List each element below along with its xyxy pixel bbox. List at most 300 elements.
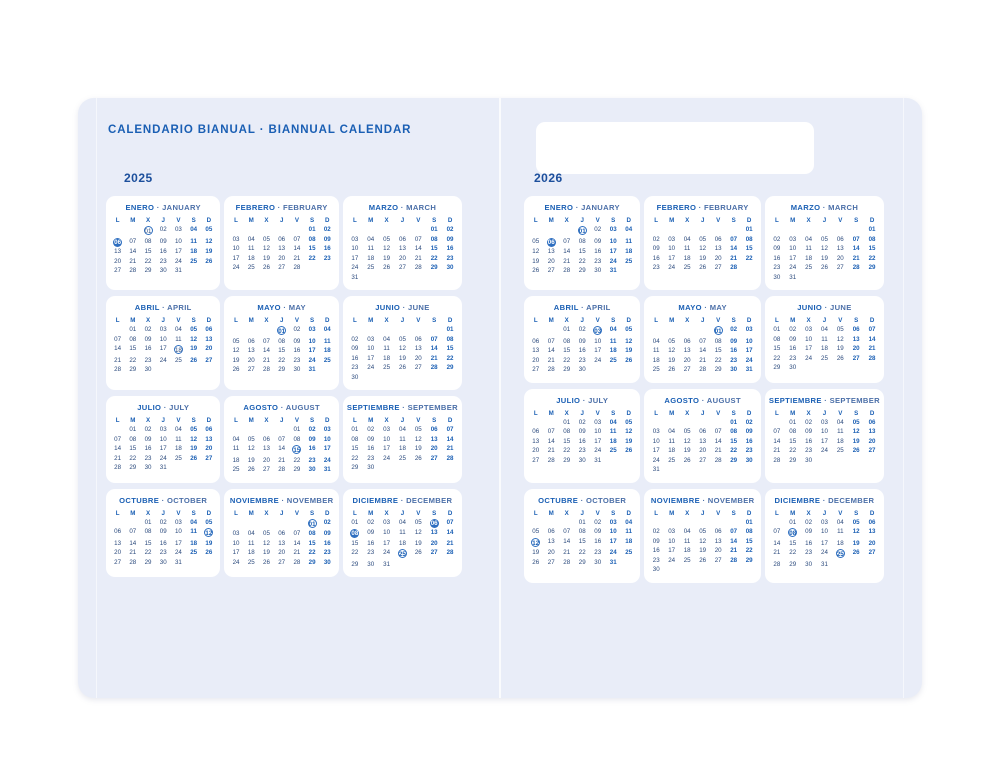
day-cell[interactable]: 08 <box>773 335 781 343</box>
day-cell[interactable]: 20 <box>683 356 691 364</box>
day-cell[interactable]: 02 <box>293 326 301 333</box>
day-cell[interactable]: 26 <box>232 366 240 373</box>
day-cell[interactable]: 10 <box>308 337 316 345</box>
day-cell[interactable]: 14 <box>730 245 738 252</box>
day-cell[interactable]: 16 <box>144 445 152 452</box>
day-cell[interactable]: 19 <box>699 254 707 262</box>
day-cell[interactable]: 01 <box>868 226 876 233</box>
day-cell[interactable]: 18 <box>190 539 198 547</box>
day-cell[interactable]: 07 <box>446 426 454 433</box>
day-cell[interactable]: 06 <box>532 337 540 345</box>
day-cell[interactable]: 02 <box>578 418 586 426</box>
day-cell[interactable]: 29 <box>730 456 738 464</box>
day-cell[interactable]: 11 <box>837 528 844 535</box>
day-cell[interactable]: 26 <box>414 454 422 462</box>
day-cell[interactable]: 11 <box>668 437 675 445</box>
day-cell[interactable]: 06 <box>836 235 844 243</box>
day-cell[interactable]: 19 <box>683 447 691 454</box>
day-cell[interactable]: 27 <box>205 454 213 462</box>
day-cell[interactable]: 13 <box>714 537 722 545</box>
day-cell[interactable]: 15 <box>351 445 359 452</box>
day-cell[interactable]: 19 <box>205 248 213 255</box>
day-cell[interactable]: 09 <box>652 537 660 545</box>
day-cell[interactable]: 10 <box>821 428 828 435</box>
day-cell[interactable]: 27 <box>532 456 540 464</box>
day-cell[interactable]: 19 <box>532 257 540 265</box>
day-cell[interactable]: 09 <box>351 345 359 352</box>
day-cell[interactable]: 03 <box>594 328 602 335</box>
day-cell[interactable]: 08 <box>745 528 753 535</box>
day-cell[interactable]: 11 <box>399 529 406 536</box>
day-cell[interactable]: 03 <box>609 518 617 526</box>
day-cell[interactable]: 11 <box>248 539 255 547</box>
day-cell[interactable]: 24 <box>232 558 240 566</box>
day-cell[interactable]: 21 <box>293 254 301 262</box>
day-cell[interactable]: 18 <box>625 537 633 545</box>
day-cell[interactable]: 18 <box>190 248 198 255</box>
day-cell[interactable]: 30 <box>652 566 660 573</box>
day-cell[interactable]: 06 <box>430 519 438 527</box>
day-cell[interactable]: 29 <box>773 364 781 371</box>
day-cell[interactable]: 25 <box>668 456 676 464</box>
day-cell[interactable]: 12 <box>205 530 213 537</box>
day-cell[interactable]: 08 <box>129 435 137 443</box>
day-cell[interactable]: 08 <box>789 530 797 537</box>
day-cell[interactable]: 11 <box>609 337 617 345</box>
day-cell[interactable]: 07 <box>129 237 137 245</box>
day-cell[interactable]: 12 <box>625 428 633 435</box>
day-cell[interactable]: 04 <box>821 326 828 333</box>
day-cell[interactable]: 05 <box>699 235 707 243</box>
day-cell[interactable]: 06 <box>205 326 213 333</box>
day-cell[interactable]: 15 <box>563 437 571 445</box>
day-cell[interactable]: 29 <box>278 366 286 373</box>
day-cell[interactable]: 13 <box>430 529 438 536</box>
day-cell[interactable]: 25 <box>174 454 182 462</box>
day-cell[interactable]: 28 <box>699 366 707 373</box>
day-cell[interactable]: 30 <box>159 267 167 274</box>
day-cell[interactable]: 08 <box>446 335 454 343</box>
day-cell[interactable]: 16 <box>578 437 586 445</box>
day-cell[interactable]: 25 <box>247 558 255 566</box>
day-cell[interactable]: 23 <box>594 257 602 265</box>
day-cell[interactable]: 13 <box>205 435 213 443</box>
day-cell[interactable]: 17 <box>383 539 391 547</box>
day-cell[interactable]: 17 <box>805 345 813 352</box>
day-cell[interactable]: 22 <box>868 254 876 262</box>
day-cell[interactable]: 10 <box>232 245 240 252</box>
day-cell[interactable]: 05 <box>232 337 240 345</box>
day-cell[interactable]: 01 <box>144 518 152 526</box>
day-cell[interactable]: 06 <box>868 418 876 426</box>
day-cell[interactable]: 18 <box>836 437 844 445</box>
day-cell[interactable]: 31 <box>174 558 182 566</box>
day-cell[interactable]: 23 <box>367 454 375 462</box>
day-cell[interactable]: 12 <box>699 537 707 545</box>
day-cell[interactable]: 10 <box>805 335 813 343</box>
day-cell[interactable]: 13 <box>278 245 286 252</box>
day-cell[interactable]: 24 <box>323 456 331 464</box>
day-cell[interactable]: 14 <box>278 445 286 452</box>
day-cell[interactable]: 01 <box>745 518 753 526</box>
day-cell[interactable]: 12 <box>190 335 198 343</box>
day-cell[interactable]: 10 <box>668 537 676 545</box>
day-cell[interactable]: 23 <box>578 356 586 364</box>
day-cell[interactable]: 28 <box>278 466 286 473</box>
day-cell[interactable]: 02 <box>144 426 152 433</box>
day-cell[interactable]: 25 <box>821 354 828 362</box>
day-cell[interactable]: 27 <box>714 556 722 564</box>
day-cell[interactable]: 07 <box>414 235 422 243</box>
day-cell[interactable]: 11 <box>190 237 197 245</box>
day-cell[interactable]: 09 <box>594 237 602 245</box>
day-cell[interactable]: 20 <box>205 345 213 352</box>
day-cell[interactable]: 20 <box>547 257 555 265</box>
day-cell[interactable]: 11 <box>232 445 240 452</box>
day-cell[interactable]: 11 <box>190 528 197 535</box>
day-cell[interactable]: 30 <box>578 456 586 464</box>
day-cell[interactable]: 21 <box>852 254 860 262</box>
day-cell[interactable]: 23 <box>144 454 152 462</box>
day-cell[interactable]: 02 <box>652 235 660 243</box>
day-cell[interactable]: 25 <box>190 257 198 265</box>
day-cell[interactable]: 27 <box>868 549 876 556</box>
day-cell[interactable]: 16 <box>351 354 359 362</box>
day-cell[interactable]: 06 <box>532 428 540 435</box>
day-cell[interactable]: 08 <box>308 235 316 243</box>
day-cell[interactable]: 15 <box>789 437 797 445</box>
day-cell[interactable]: 06 <box>278 530 286 537</box>
day-cell[interactable]: 02 <box>730 326 738 333</box>
day-cell[interactable]: 14 <box>446 435 454 443</box>
day-cell[interactable]: 04 <box>367 235 375 243</box>
day-cell[interactable]: 18 <box>683 254 691 262</box>
day-cell[interactable]: 27 <box>430 454 438 462</box>
day-cell[interactable]: 30 <box>773 273 781 281</box>
day-cell[interactable]: 05 <box>836 326 844 333</box>
day-cell[interactable]: 18 <box>609 347 617 354</box>
day-cell[interactable]: 05 <box>414 518 422 526</box>
day-cell[interactable]: 21 <box>714 447 722 454</box>
day-cell[interactable]: 29 <box>351 464 359 471</box>
day-cell[interactable]: 03 <box>232 530 240 537</box>
day-cell[interactable]: 01 <box>789 518 797 526</box>
day-cell[interactable]: 20 <box>532 447 540 454</box>
day-cell[interactable]: 16 <box>805 437 813 445</box>
day-cell[interactable]: 12 <box>414 435 422 443</box>
day-cell[interactable]: 13 <box>205 335 213 343</box>
day-cell[interactable]: 01 <box>730 418 738 426</box>
day-cell[interactable]: 21 <box>430 354 438 362</box>
day-cell[interactable]: 01 <box>144 228 152 235</box>
day-cell[interactable]: 03 <box>821 418 828 426</box>
day-cell[interactable]: 02 <box>745 418 753 426</box>
day-cell[interactable]: 21 <box>699 356 707 364</box>
day-cell[interactable]: 29 <box>446 364 454 371</box>
day-cell[interactable]: 03 <box>805 326 813 333</box>
day-cell[interactable]: 19 <box>247 456 255 464</box>
day-cell[interactable]: 25 <box>609 356 617 364</box>
day-cell[interactable]: 18 <box>668 447 676 454</box>
day-cell[interactable]: 12 <box>263 539 270 547</box>
day-cell[interactable]: 08 <box>578 237 586 245</box>
day-cell[interactable]: 05 <box>532 528 540 535</box>
day-cell[interactable]: 30 <box>446 264 454 271</box>
day-cell[interactable]: 23 <box>578 447 586 454</box>
day-cell[interactable]: 09 <box>805 428 813 435</box>
day-cell[interactable]: 05 <box>852 418 860 426</box>
day-cell[interactable]: 18 <box>247 254 255 262</box>
day-cell[interactable]: 23 <box>159 549 167 556</box>
day-cell[interactable]: 11 <box>248 245 255 252</box>
day-cell[interactable]: 07 <box>699 337 707 345</box>
day-cell[interactable]: 26 <box>383 264 391 271</box>
day-cell[interactable]: 08 <box>278 337 286 345</box>
day-cell[interactable]: 08 <box>789 428 797 435</box>
day-cell[interactable]: 28 <box>114 366 122 373</box>
day-cell[interactable]: 01 <box>578 228 586 235</box>
day-cell[interactable]: 08 <box>430 235 438 243</box>
day-cell[interactable]: 07 <box>446 518 454 526</box>
day-cell[interactable]: 23 <box>745 447 753 454</box>
day-cell[interactable]: 20 <box>114 257 122 265</box>
day-cell[interactable]: 04 <box>683 235 691 243</box>
day-cell[interactable]: 24 <box>174 549 182 556</box>
day-cell[interactable]: 08 <box>351 530 359 537</box>
day-cell[interactable]: 03 <box>174 226 182 233</box>
day-cell[interactable]: 22 <box>351 549 359 556</box>
day-cell[interactable]: 25 <box>232 466 240 473</box>
day-cell[interactable]: 13 <box>532 437 540 445</box>
day-cell[interactable]: 03 <box>745 326 753 333</box>
day-cell[interactable]: 17 <box>668 547 676 554</box>
day-cell[interactable]: 29 <box>745 556 753 564</box>
day-cell[interactable]: 22 <box>730 447 738 454</box>
day-cell[interactable]: 10 <box>609 237 617 245</box>
day-cell[interactable]: 29 <box>308 558 316 566</box>
day-cell[interactable]: 21 <box>773 447 781 454</box>
day-cell[interactable]: 26 <box>836 354 844 362</box>
day-cell[interactable]: 15 <box>129 445 137 452</box>
day-cell[interactable]: 26 <box>699 264 707 271</box>
day-cell[interactable]: 09 <box>323 530 331 537</box>
day-cell[interactable]: 18 <box>821 345 828 352</box>
day-cell[interactable]: 04 <box>190 518 198 526</box>
day-cell[interactable]: 14 <box>563 248 571 255</box>
day-cell[interactable]: 07 <box>114 335 122 343</box>
day-cell[interactable]: 17 <box>367 354 375 362</box>
day-cell[interactable]: 14 <box>730 537 738 545</box>
day-cell[interactable]: 11 <box>175 435 182 443</box>
day-cell[interactable]: 16 <box>594 248 602 255</box>
day-cell[interactable]: 28 <box>293 264 301 271</box>
day-cell[interactable]: 01 <box>563 326 571 333</box>
day-cell[interactable]: 30 <box>594 267 602 274</box>
day-cell[interactable]: 02 <box>578 326 586 333</box>
day-cell[interactable]: 16 <box>323 539 331 547</box>
day-cell[interactable]: 26 <box>625 356 633 364</box>
day-cell[interactable]: 01 <box>578 518 586 526</box>
day-cell[interactable]: 28 <box>129 558 137 566</box>
day-cell[interactable]: 31 <box>789 273 797 281</box>
day-cell[interactable]: 01 <box>789 418 797 426</box>
day-cell[interactable]: 24 <box>609 257 617 265</box>
day-cell[interactable]: 01 <box>430 226 438 233</box>
day-cell[interactable]: 29 <box>789 456 797 464</box>
day-cell[interactable]: 29 <box>351 560 359 568</box>
day-cell[interactable]: 19 <box>414 539 422 547</box>
day-cell[interactable]: 07 <box>773 428 781 435</box>
day-cell[interactable]: 26 <box>414 549 422 556</box>
day-cell[interactable]: 05 <box>625 418 633 426</box>
day-cell[interactable]: 24 <box>745 356 753 364</box>
day-cell[interactable]: 13 <box>683 347 691 354</box>
day-cell[interactable]: 30 <box>367 560 375 568</box>
day-cell[interactable]: 15 <box>308 245 316 252</box>
day-cell[interactable]: 08 <box>563 428 571 435</box>
day-cell[interactable]: 07 <box>129 528 137 535</box>
day-cell[interactable]: 27 <box>430 549 438 556</box>
day-cell[interactable]: 25 <box>174 356 182 364</box>
day-cell[interactable]: 28 <box>714 456 722 464</box>
day-cell[interactable]: 05 <box>414 426 422 433</box>
day-cell[interactable]: 17 <box>745 347 753 354</box>
day-cell[interactable]: 15 <box>745 537 753 545</box>
day-cell[interactable]: 03 <box>232 235 240 243</box>
day-cell[interactable]: 20 <box>532 356 540 364</box>
day-cell[interactable]: 04 <box>399 426 406 433</box>
day-cell[interactable]: 28 <box>446 454 454 462</box>
day-cell[interactable]: 03 <box>383 518 391 526</box>
day-cell[interactable]: 14 <box>852 245 860 252</box>
day-cell[interactable]: 07 <box>852 235 860 243</box>
day-cell[interactable]: 25 <box>625 549 633 556</box>
day-cell[interactable]: 10 <box>351 245 359 252</box>
day-cell[interactable]: 22 <box>714 356 722 364</box>
day-cell[interactable]: 07 <box>293 235 301 243</box>
day-cell[interactable]: 26 <box>821 264 828 271</box>
day-cell[interactable]: 06 <box>414 335 422 343</box>
day-cell[interactable]: 26 <box>263 558 270 566</box>
day-cell[interactable]: 23 <box>323 254 331 262</box>
day-cell[interactable]: 05 <box>190 426 198 433</box>
day-cell[interactable]: 20 <box>205 445 213 452</box>
day-cell[interactable]: 18 <box>625 248 633 255</box>
day-cell[interactable]: 04 <box>247 235 255 243</box>
day-cell[interactable]: 06 <box>263 435 270 443</box>
day-cell[interactable]: 17 <box>174 539 182 547</box>
day-cell[interactable]: 23 <box>773 264 781 271</box>
day-cell[interactable]: 30 <box>745 456 753 464</box>
day-cell[interactable]: 23 <box>144 356 152 364</box>
day-cell[interactable]: 29 <box>129 464 137 471</box>
day-cell[interactable]: 03 <box>789 235 797 243</box>
day-cell[interactable]: 15 <box>789 539 797 547</box>
day-cell[interactable]: 22 <box>430 254 438 262</box>
day-cell[interactable]: 13 <box>247 347 255 354</box>
day-cell[interactable]: 29 <box>144 267 152 274</box>
day-cell[interactable]: 23 <box>308 456 316 464</box>
day-cell[interactable]: 24 <box>383 549 391 556</box>
day-cell[interactable]: 19 <box>190 445 198 452</box>
day-cell[interactable]: 09 <box>144 335 152 343</box>
day-cell[interactable]: 21 <box>868 345 876 352</box>
day-cell[interactable]: 28 <box>293 558 301 566</box>
day-cell[interactable]: 03 <box>821 518 828 526</box>
day-cell[interactable]: 05 <box>383 235 391 243</box>
day-cell[interactable]: 27 <box>205 356 213 364</box>
day-cell[interactable]: 30 <box>578 366 586 373</box>
day-cell[interactable]: 27 <box>852 354 860 362</box>
day-cell[interactable]: 01 <box>563 418 571 426</box>
day-cell[interactable]: 31 <box>308 366 316 373</box>
day-cell[interactable]: 31 <box>174 267 182 274</box>
day-cell[interactable]: 13 <box>114 539 122 547</box>
day-cell[interactable]: 07 <box>278 435 286 443</box>
day-cell[interactable]: 08 <box>868 235 876 243</box>
day-cell[interactable]: 05 <box>683 428 691 435</box>
day-cell[interactable]: 13 <box>532 347 540 354</box>
day-cell[interactable]: 12 <box>668 347 676 354</box>
day-cell[interactable]: 19 <box>668 356 676 364</box>
day-cell[interactable]: 10 <box>174 237 182 245</box>
day-cell[interactable]: 13 <box>414 345 422 352</box>
day-cell[interactable]: 04 <box>609 326 617 333</box>
day-cell[interactable]: 13 <box>547 537 555 545</box>
day-cell[interactable]: 12 <box>190 435 198 443</box>
day-cell[interactable]: 06 <box>278 235 286 243</box>
day-cell[interactable]: 12 <box>625 337 633 345</box>
day-cell[interactable]: 21 <box>563 257 571 265</box>
day-cell[interactable]: 24 <box>821 549 828 556</box>
day-cell[interactable]: 12 <box>683 437 691 445</box>
day-cell[interactable]: 18 <box>323 347 331 354</box>
day-cell[interactable]: 29 <box>144 558 152 566</box>
day-cell[interactable]: 23 <box>789 354 797 362</box>
day-cell[interactable]: 23 <box>805 549 813 556</box>
day-cell[interactable]: 21 <box>114 454 122 462</box>
day-cell[interactable]: 23 <box>805 447 813 454</box>
day-cell[interactable]: 20 <box>414 354 422 362</box>
day-cell[interactable]: 23 <box>446 254 454 262</box>
day-cell[interactable]: 19 <box>836 345 844 352</box>
day-cell[interactable]: 26 <box>263 264 270 271</box>
day-cell[interactable]: 26 <box>683 456 691 464</box>
notes-box[interactable] <box>536 122 814 174</box>
day-cell[interactable]: 15 <box>446 345 454 352</box>
day-cell[interactable]: 19 <box>625 347 633 354</box>
day-cell[interactable]: 28 <box>773 560 781 568</box>
day-cell[interactable]: 22 <box>129 356 137 364</box>
day-cell[interactable]: 20 <box>430 445 438 452</box>
day-cell[interactable]: 05 <box>205 518 213 526</box>
day-cell[interactable]: 25 <box>609 447 617 454</box>
day-cell[interactable]: 26 <box>699 556 707 564</box>
day-cell[interactable]: 13 <box>114 248 122 255</box>
day-cell[interactable]: 01 <box>745 226 753 233</box>
day-cell[interactable]: 29 <box>714 366 722 373</box>
day-cell[interactable]: 10 <box>789 245 797 252</box>
day-cell[interactable]: 14 <box>129 248 137 255</box>
day-cell[interactable]: 16 <box>745 437 753 445</box>
day-cell[interactable]: 07 <box>547 428 555 435</box>
day-cell[interactable]: 17 <box>594 437 602 445</box>
day-cell[interactable]: 14 <box>714 437 722 445</box>
day-cell[interactable]: 18 <box>683 547 691 554</box>
day-cell[interactable]: 17 <box>174 248 182 255</box>
day-cell[interactable]: 14 <box>263 347 270 354</box>
day-cell[interactable]: 20 <box>399 254 406 262</box>
